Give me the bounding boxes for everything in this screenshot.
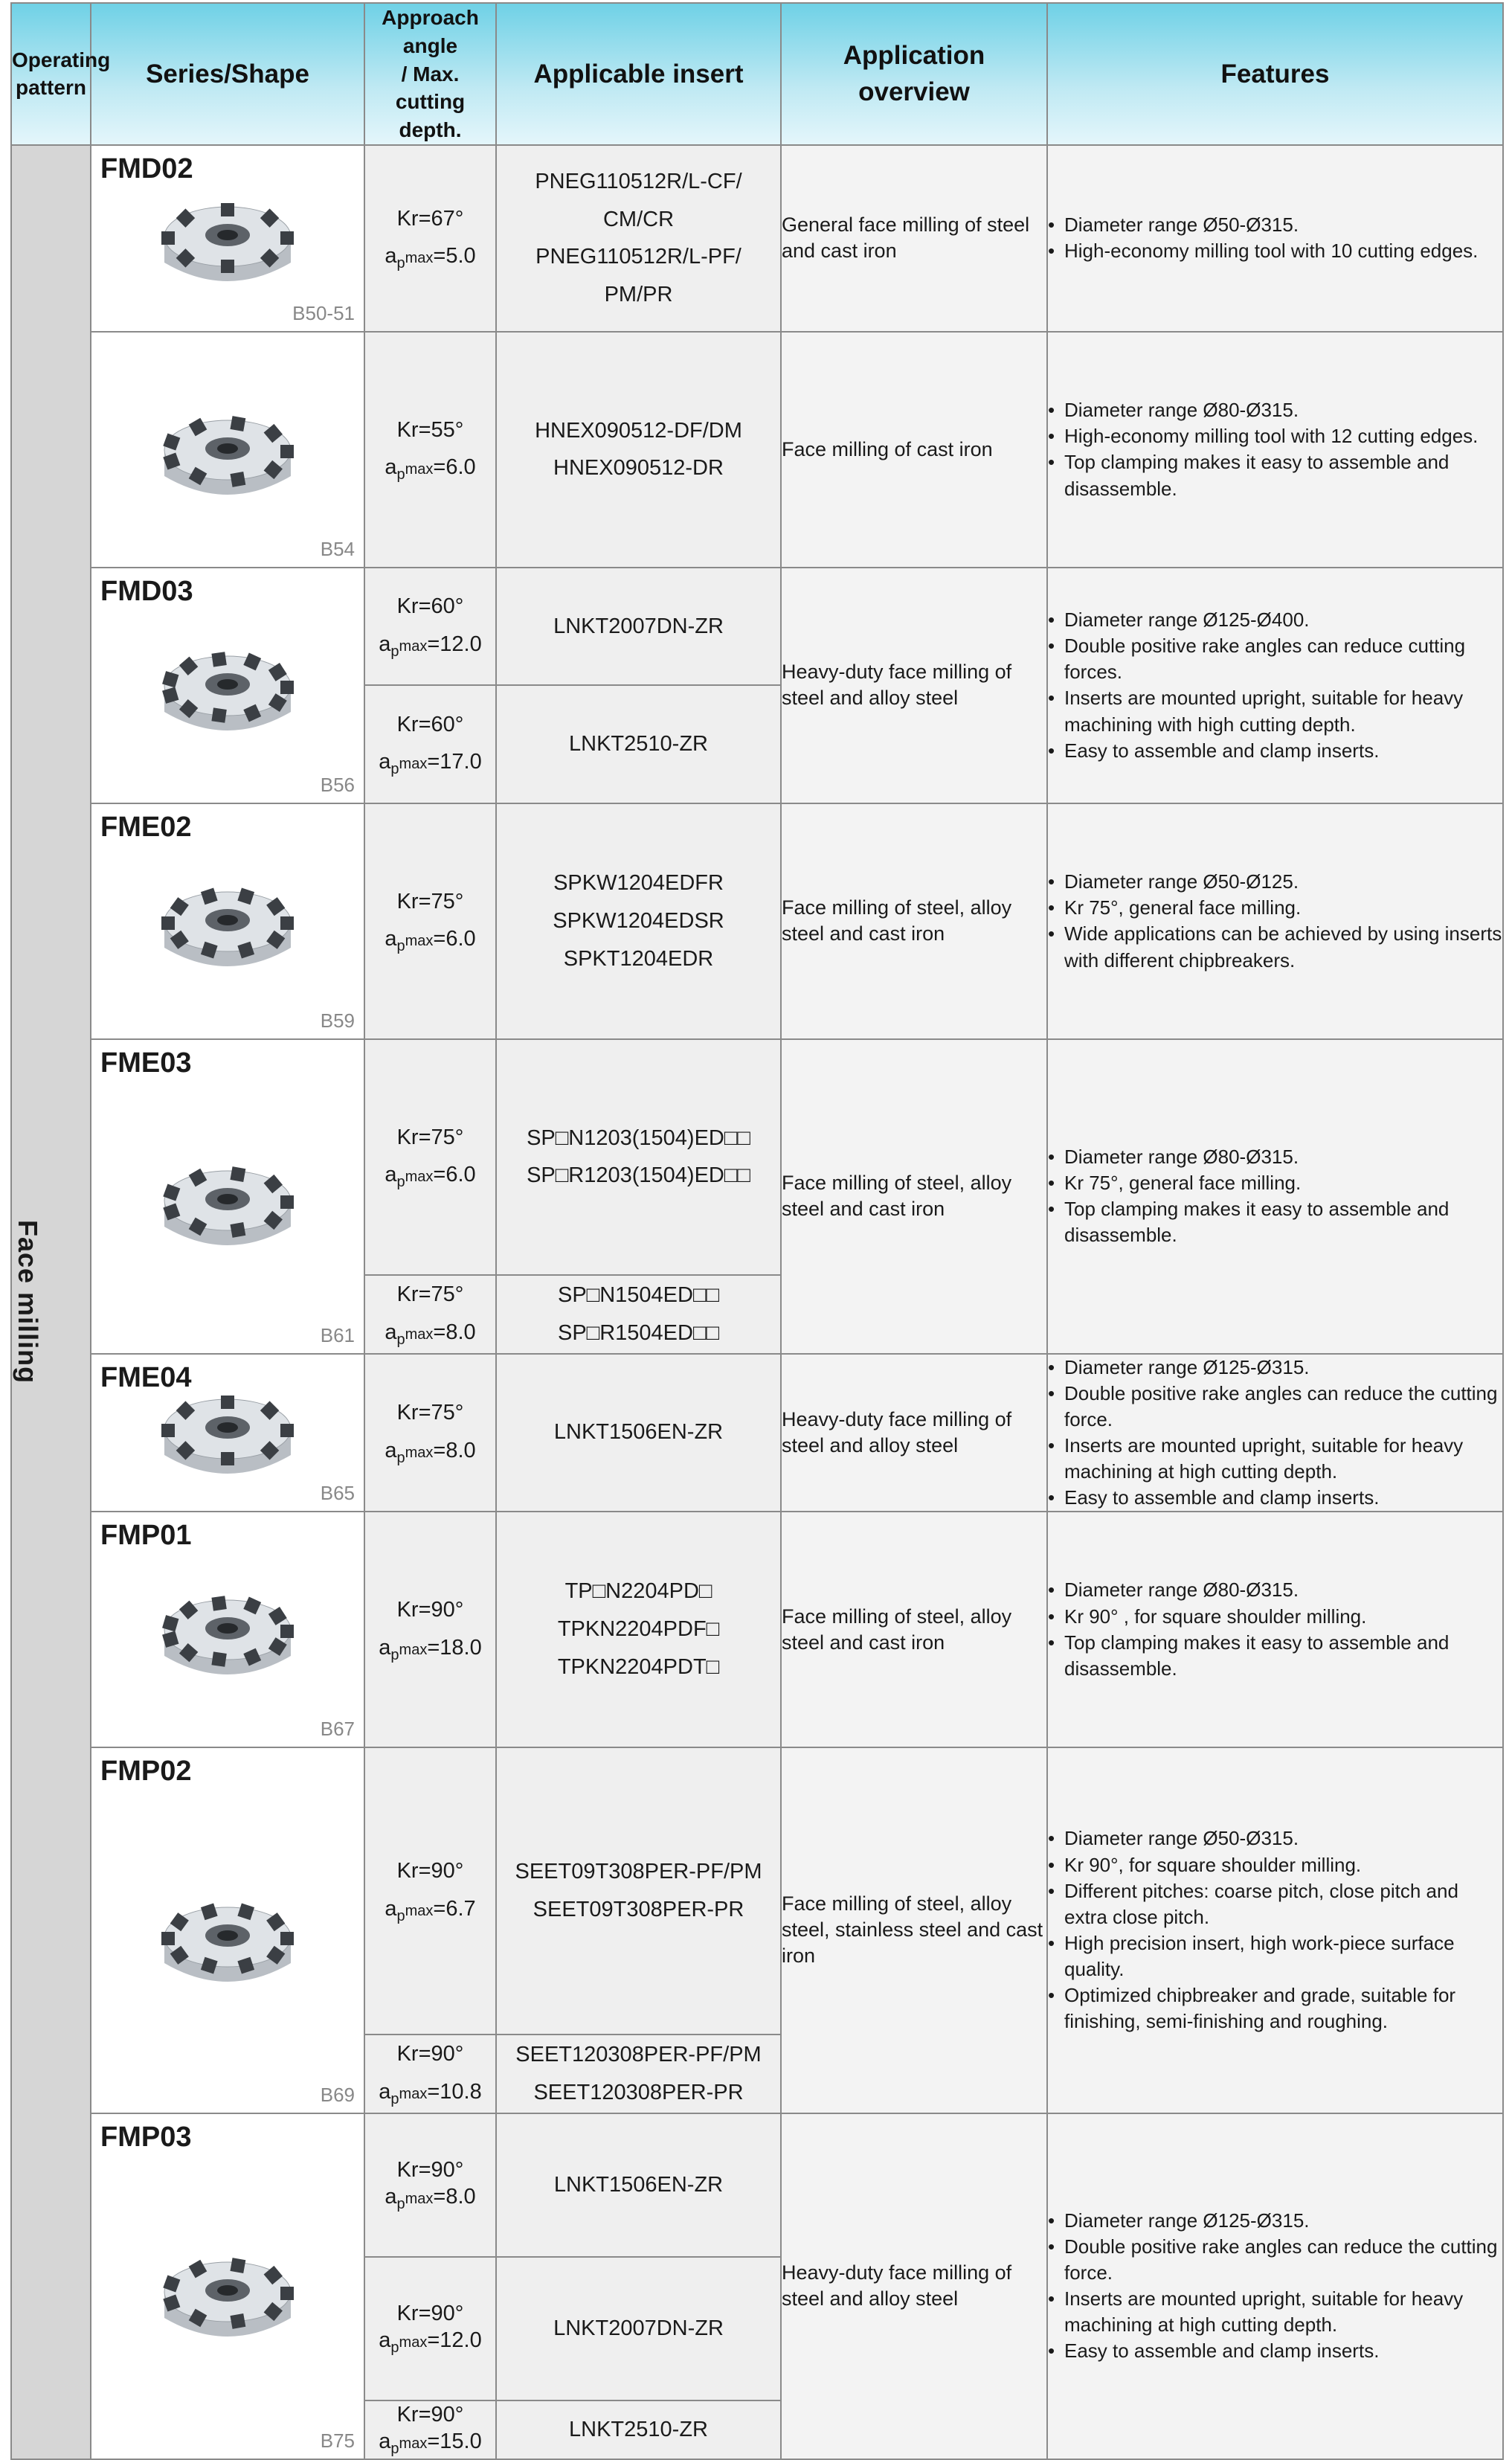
- face-milling-table: [10, 2, 1504, 2460]
- series-name: FMP01: [100, 1520, 192, 1552]
- approach-angle-cell: [364, 1275, 496, 1354]
- operating-pattern-cell: [11, 145, 91, 2459]
- application-text: Face milling of cast iron: [782, 437, 993, 460]
- applicable-insert-cell: [496, 1747, 781, 2035]
- applicable-insert-cell: [496, 2400, 781, 2459]
- milling-cutter-image: [149, 192, 306, 304]
- series-shape-cell: [91, 145, 364, 332]
- ap-max-label: max: [405, 250, 434, 267]
- feature-item: • Diameter range Ø125-Ø315.: [1048, 2208, 1502, 2234]
- page-reference: B67: [320, 1718, 355, 1741]
- applicable-insert-cell: [496, 145, 781, 332]
- insert-code: SP□R1504ED□□: [558, 1320, 719, 1345]
- cutting-depth-value: $a_p\max=10.8$: [379, 2079, 482, 2107]
- header-series-shape: Series/Shape: [91, 3, 364, 145]
- ap-subscript: p: [390, 1646, 399, 1663]
- cutting-depth-number: =8.0: [433, 2184, 476, 2209]
- feature-item: • Diameter range Ø80-Ø315.: [1048, 1144, 1502, 1170]
- cutting-depth-value: $a_p\max=6.0$: [385, 927, 476, 955]
- feature-item: • Diameter range Ø80-Ø315.: [1048, 1577, 1502, 1603]
- applicable-insert-cell: [496, 332, 781, 568]
- feature-item: • Wide applications can be achieved by using inserts with different chipbreakers.: [1048, 921, 1502, 973]
- cutting-depth-value: $a_p\max=6.0$: [385, 455, 476, 484]
- series-shape-cell: [91, 803, 364, 1039]
- series-name: FMP02: [100, 1756, 192, 1788]
- series-shape-cell: [91, 1039, 364, 1354]
- milling-cutter-image: [149, 1892, 306, 2004]
- feature-item: • Inserts are mounted upright, suitable for heavy machining at high cutting depth.: [1048, 1433, 1502, 1485]
- series-shape-cell: [91, 1354, 364, 1512]
- cutting-depth-number: =8.0: [433, 1320, 476, 1344]
- features-cell: [1047, 1512, 1503, 1747]
- header-op-line1: Operating: [12, 48, 111, 71]
- page-reference: B50-51: [292, 301, 355, 324]
- features-list: [1048, 1355, 1502, 1512]
- insert-code: TPKN2204PDT□: [557, 1654, 720, 1679]
- page-reference: B65: [320, 1482, 355, 1505]
- feature-item: • Top clamping makes it easy to assemble and disassemble.: [1048, 449, 1502, 501]
- insert-code: LNKT2510-ZR: [569, 2417, 708, 2441]
- ap-max-label: max: [405, 2190, 434, 2207]
- cutting-depth-value: $a_p\max=8.0$: [385, 1438, 476, 1466]
- insert-code: SEET09T308PER-PR: [533, 1898, 744, 1922]
- cutting-depth-value: $a_p\max=8.0$: [385, 2184, 476, 2212]
- header-features: Features: [1047, 3, 1503, 145]
- cutting-depth-number: =18.0: [427, 1635, 482, 1660]
- application-overview-cell: [781, 1039, 1047, 1354]
- feature-item: • Easy to assemble and clamp inserts.: [1048, 738, 1502, 764]
- ap-max-label: max: [399, 2435, 428, 2452]
- application-overview-cell: [781, 332, 1047, 568]
- header-kr-line2: / Max. cutting: [395, 62, 466, 114]
- insert-code: LNKT2510-ZR: [569, 732, 708, 757]
- application-text: Heavy-duty face milling of steel and alloy steel: [782, 2261, 1012, 2310]
- features-cell: [1047, 332, 1503, 568]
- features-cell: [1047, 1747, 1503, 2113]
- ap-subscript: p: [396, 938, 405, 955]
- ap-max-label: max: [405, 933, 434, 950]
- ap-max-label: max: [405, 461, 434, 478]
- approach-angle-value: Kr=75°: [396, 1282, 464, 1306]
- feature-item: • Diameter range Ø80-Ø315.: [1048, 397, 1502, 423]
- ap-subscript: p: [396, 2195, 405, 2212]
- page-reference: B59: [320, 1009, 355, 1032]
- header-kr-line1: Approach angle: [382, 6, 479, 57]
- insert-code: TPKN2204PDF□: [557, 1617, 720, 1642]
- insert-code: SP□N1203(1504)ED□□: [527, 1125, 750, 1150]
- page-reference: B61: [320, 1323, 355, 1346]
- applicable-insert-cell: [496, 568, 781, 685]
- feature-item: • Kr 90° , for square shoulder milling.: [1048, 1604, 1502, 1630]
- table-row: [11, 1512, 1503, 1747]
- approach-angle-value: Kr=75°: [396, 889, 464, 913]
- milling-cutter-image: [149, 1384, 306, 1496]
- series-shape-cell: [91, 1512, 364, 1747]
- application-overview-cell: [781, 568, 1047, 803]
- insert-code: HNEX090512-DF/DM: [535, 418, 742, 443]
- feature-item: • High precision insert, high work-piece surface quality.: [1048, 1930, 1502, 1982]
- insert-code: SEET120308PER-PR: [533, 2080, 744, 2104]
- ap-max-label: max: [399, 1641, 428, 1658]
- cutting-depth-number: =15.0: [427, 2429, 482, 2453]
- ap-subscript: p: [396, 1449, 405, 1466]
- feature-item: • Kr 75°, general face milling.: [1048, 1170, 1502, 1196]
- insert-code: CM/CR: [602, 207, 675, 231]
- ap-subscript: p: [390, 2440, 399, 2457]
- approach-angle-cell: [364, 1512, 496, 1747]
- approach-angle-value: Kr=90°: [396, 1859, 464, 1883]
- header-application-overview: [781, 3, 1047, 145]
- milling-cutter-image: [149, 2247, 306, 2359]
- cutting-depth-number: =17.0: [427, 750, 482, 774]
- insert-code: SEET120308PER-PF/PM: [515, 2043, 762, 2067]
- milling-cutter-image: [149, 877, 306, 989]
- features-cell: [1047, 803, 1503, 1039]
- insert-code: HNEX090512-DR: [553, 456, 724, 481]
- table-row: [11, 803, 1503, 1039]
- insert-code: LNKT2007DN-ZR: [553, 2316, 724, 2340]
- applicable-insert-cell: [496, 1275, 781, 1354]
- ap-max-label: max: [399, 2085, 428, 2102]
- table-row: [11, 1747, 1503, 2035]
- insert-code: TP□N2204PD□: [564, 1579, 712, 1604]
- feature-item: • Easy to assemble and clamp inserts.: [1048, 2338, 1502, 2364]
- cutting-depth-value: $a_p\max=8.0$: [385, 1320, 476, 1348]
- ap-subscript: p: [396, 1174, 405, 1191]
- ap-subscript: p: [396, 466, 405, 484]
- approach-angle-cell: [364, 568, 496, 685]
- insert-code: PNEG110512R/L-CF/: [535, 169, 742, 193]
- ap-subscript: p: [396, 255, 405, 272]
- table-row: [11, 568, 1503, 685]
- page-reference: B56: [320, 773, 355, 796]
- series-name: FMD03: [100, 575, 193, 607]
- approach-angle-value: Kr=67°: [396, 206, 464, 231]
- insert-code: SPKT1204EDR: [563, 946, 714, 971]
- milling-cutter-image: [149, 1156, 306, 1268]
- cutting-depth-value: $a_p\max=12.0$: [379, 2328, 482, 2356]
- ap-subscript: p: [390, 2339, 399, 2356]
- application-overview-cell: [781, 2113, 1047, 2459]
- features-cell: [1047, 568, 1503, 803]
- series-shape-cell: [91, 332, 364, 568]
- applicable-insert-cell: [496, 1039, 781, 1275]
- series-name: FMD02: [100, 152, 193, 184]
- feature-item: • Double positive rake angles can reduce the cutting force.: [1048, 2234, 1502, 2286]
- approach-angle-cell: [364, 685, 496, 803]
- insert-code: SP□R1203(1504)ED□□: [527, 1163, 750, 1188]
- ap-subscript: p: [390, 643, 399, 660]
- ap-max-label: max: [399, 2334, 428, 2351]
- header-operating-pattern: [11, 3, 111, 145]
- applicable-insert-cell: [496, 1512, 781, 1747]
- ap-subscript: p: [396, 1331, 405, 1348]
- feature-item: • Optimized chipbreaker and grade, suitable for finishing, semi-finishing and roughing.: [1048, 1982, 1502, 2035]
- feature-item: • Double positive rake angles can reduce the cutting force.: [1048, 1381, 1502, 1433]
- cutting-depth-number: =6.0: [433, 1163, 476, 1187]
- applicable-insert-cell: [496, 685, 781, 803]
- milling-cutter-image: [149, 1585, 306, 1697]
- table-row: [11, 1039, 1503, 1275]
- feature-item: • Diameter range Ø50-Ø315.: [1048, 1825, 1502, 1852]
- insert-code: SPKW1204EDFR: [553, 871, 724, 896]
- application-text: Face milling of steel, alloy steel and cast iron: [782, 1172, 1012, 1221]
- cutting-depth-number: =12.0: [427, 2328, 482, 2352]
- feature-item: • Kr 90°, for square shoulder milling.: [1048, 1852, 1502, 1878]
- ap-max-label: max: [405, 1444, 434, 1461]
- series-name: FME04: [100, 1361, 192, 1393]
- ap-max-label: max: [405, 1169, 434, 1186]
- cutting-depth-number: =5.0: [433, 244, 476, 269]
- feature-item: • Diameter range Ø125-Ø400.: [1048, 607, 1502, 633]
- insert-code: LNKT1506EN-ZR: [553, 1420, 724, 1445]
- features-cell: [1047, 1354, 1503, 1512]
- applicable-insert-cell: [496, 803, 781, 1039]
- features-list: [1048, 1825, 1502, 2035]
- insert-code: SPKW1204EDSR: [553, 909, 724, 934]
- approach-angle-value: Kr=90°: [396, 2157, 464, 2182]
- ap-subscript: p: [390, 2090, 399, 2107]
- feature-item: • Easy to assemble and clamp inserts.: [1048, 1485, 1502, 1511]
- feature-item: • High-economy milling tool with 10 cutting edges.: [1048, 238, 1502, 264]
- approach-angle-value: Kr=90°: [396, 2042, 464, 2066]
- feature-item: • Diameter range Ø50-Ø315.: [1048, 212, 1502, 238]
- feature-item: • Double positive rake angles can reduce cutting forces.: [1048, 633, 1502, 685]
- table-row: [11, 332, 1503, 568]
- features-list: [1048, 2208, 1502, 2365]
- application-overview-cell: [781, 1512, 1047, 1747]
- approach-angle-cell: [364, 2035, 496, 2113]
- header-op-line2: pattern: [16, 76, 86, 100]
- header-applicable-insert: Applicable insert: [496, 3, 781, 145]
- feature-item: • Diameter range Ø50-Ø125.: [1048, 869, 1502, 895]
- cutting-depth-value: $a_p\max=18.0$: [379, 1635, 482, 1663]
- ap-max-label: max: [399, 756, 428, 773]
- series-shape-cell: [91, 568, 364, 803]
- ap-subscript: p: [396, 1907, 405, 1924]
- approach-angle-cell: [364, 1354, 496, 1512]
- milling-cutter-image: [149, 405, 306, 517]
- features-cell: [1047, 145, 1503, 332]
- feature-item: • Top clamping makes it easy to assemble and disassemble.: [1048, 1630, 1502, 1682]
- milling-cutter-image: [149, 641, 306, 753]
- applicable-insert-cell: [496, 2113, 781, 2257]
- header-kr-line3: depth.: [399, 118, 462, 142]
- cutting-depth-value: $a_p\max=17.0$: [379, 750, 482, 778]
- page-reference: B69: [320, 2083, 355, 2106]
- features-cell: [1047, 2113, 1503, 2459]
- operating-pattern-label: Face milling: [13, 1220, 43, 1384]
- features-list: [1048, 1577, 1502, 1681]
- ap-max-label: max: [405, 1326, 434, 1343]
- application-text: Face milling of steel, alloy steel and cast iron: [782, 896, 1012, 945]
- header-approach-angle: [364, 3, 496, 145]
- ap-max-label: max: [405, 1903, 434, 1920]
- page-reference: B75: [320, 2429, 355, 2452]
- features-list: [1048, 869, 1502, 973]
- table-row: [11, 145, 1503, 332]
- feature-item: • Inserts are mounted upright, suitable for heavy machining with high cutting depth.: [1048, 685, 1502, 737]
- approach-angle-cell: [364, 145, 496, 332]
- feature-item: • Inserts are mounted upright, suitable for heavy machining at high cutting depth.: [1048, 2286, 1502, 2338]
- series-shape-cell: [91, 2113, 364, 2459]
- feature-item: • Kr 75°, general face milling.: [1048, 895, 1502, 921]
- insert-code: SP□N1504ED□□: [558, 1283, 719, 1307]
- application-text: Heavy-duty face milling of steel and alloy steel: [782, 1407, 1012, 1457]
- feature-item: • Different pitches: coarse pitch, close pitch and extra close pitch.: [1048, 1878, 1502, 1930]
- application-text: Face milling of steel, alloy steel and cast iron: [782, 1605, 1012, 1654]
- applicable-insert-cell: [496, 2257, 781, 2400]
- features-cell: [1047, 1039, 1503, 1354]
- series-shape-cell: [91, 1747, 364, 2113]
- approach-angle-value: Kr=90°: [396, 2301, 464, 2325]
- applicable-insert-cell: [496, 2035, 781, 2113]
- insert-code: PNEG110512R/L-PF/: [535, 245, 741, 269]
- ap-max-label: max: [399, 638, 428, 655]
- features-list: [1048, 1144, 1502, 1248]
- table-body: [11, 145, 1503, 2459]
- cutting-depth-number: =10.8: [427, 2079, 482, 2104]
- approach-angle-cell: [364, 332, 496, 568]
- approach-angle-value: Kr=90°: [396, 2402, 464, 2427]
- table-row: [11, 2113, 1503, 2257]
- approach-angle-value: Kr=60°: [396, 594, 464, 619]
- cutting-depth-value: $a_p\max=5.0$: [385, 244, 476, 272]
- series-name: FME02: [100, 811, 192, 843]
- approach-angle-value: Kr=75°: [396, 1125, 464, 1149]
- table-row: [11, 1354, 1503, 1512]
- approach-angle-value: Kr=60°: [396, 712, 464, 736]
- features-list: [1048, 397, 1502, 501]
- approach-angle-cell: [364, 803, 496, 1039]
- ap-subscript: p: [390, 761, 399, 778]
- features-list: [1048, 212, 1502, 264]
- cutting-depth-value: $a_p\max=6.0$: [385, 1163, 476, 1191]
- approach-angle-cell: [364, 1039, 496, 1275]
- header-app-line1: Application: [843, 41, 985, 71]
- application-text: Face milling of steel, alloy steel, stainless steel and cast iron: [782, 1892, 1043, 1968]
- approach-angle-cell: [364, 2113, 496, 2257]
- approach-angle-cell: [364, 1747, 496, 2035]
- approach-angle-value: Kr=75°: [396, 1401, 464, 1425]
- insert-code: PM/PR: [604, 283, 673, 307]
- feature-item: • Diameter range Ø125-Ø315.: [1048, 1355, 1502, 1381]
- application-text: General face milling of steel and cast iron: [782, 213, 1030, 263]
- insert-code: LNKT2007DN-ZR: [553, 614, 724, 638]
- series-name: FME03: [100, 1047, 192, 1079]
- feature-item: • High-economy milling tool with 12 cutting edges.: [1048, 423, 1502, 449]
- cutting-depth-number: =6.0: [433, 455, 476, 480]
- approach-angle-value: Kr=55°: [396, 417, 464, 442]
- application-text: Heavy-duty face milling of steel and alloy steel: [782, 661, 1012, 710]
- series-name: FMP03: [100, 2121, 192, 2153]
- cutting-depth-number: =8.0: [433, 1438, 476, 1462]
- page-reference: B54: [320, 537, 355, 560]
- application-overview-cell: [781, 145, 1047, 332]
- cutting-depth-value: $a_p\max=15.0$: [379, 2429, 482, 2457]
- header-row: [11, 3, 1503, 145]
- application-overview-cell: [781, 803, 1047, 1039]
- application-overview-cell: [781, 1747, 1047, 2113]
- features-list: [1048, 607, 1502, 764]
- cutting-depth-number: =6.7: [433, 1897, 476, 1921]
- applicable-insert-cell: [496, 1354, 781, 1512]
- feature-item: • Top clamping makes it easy to assemble and disassemble.: [1048, 1196, 1502, 1248]
- cutting-depth-value: $a_p\max=6.7$: [385, 1897, 476, 1924]
- approach-angle-cell: [364, 2400, 496, 2459]
- approach-angle-value: Kr=90°: [396, 1597, 464, 1622]
- cutting-depth-number: =6.0: [433, 927, 476, 951]
- application-overview-cell: [781, 1354, 1047, 1512]
- insert-code: SEET09T308PER-PF/PM: [515, 1860, 762, 1884]
- approach-angle-cell: [364, 2257, 496, 2400]
- insert-code: LNKT1506EN-ZR: [553, 2172, 724, 2197]
- cutting-depth-value: $a_p\max=12.0$: [379, 632, 482, 660]
- header-app-line2: overview: [858, 77, 970, 107]
- cutting-depth-number: =12.0: [427, 632, 482, 656]
